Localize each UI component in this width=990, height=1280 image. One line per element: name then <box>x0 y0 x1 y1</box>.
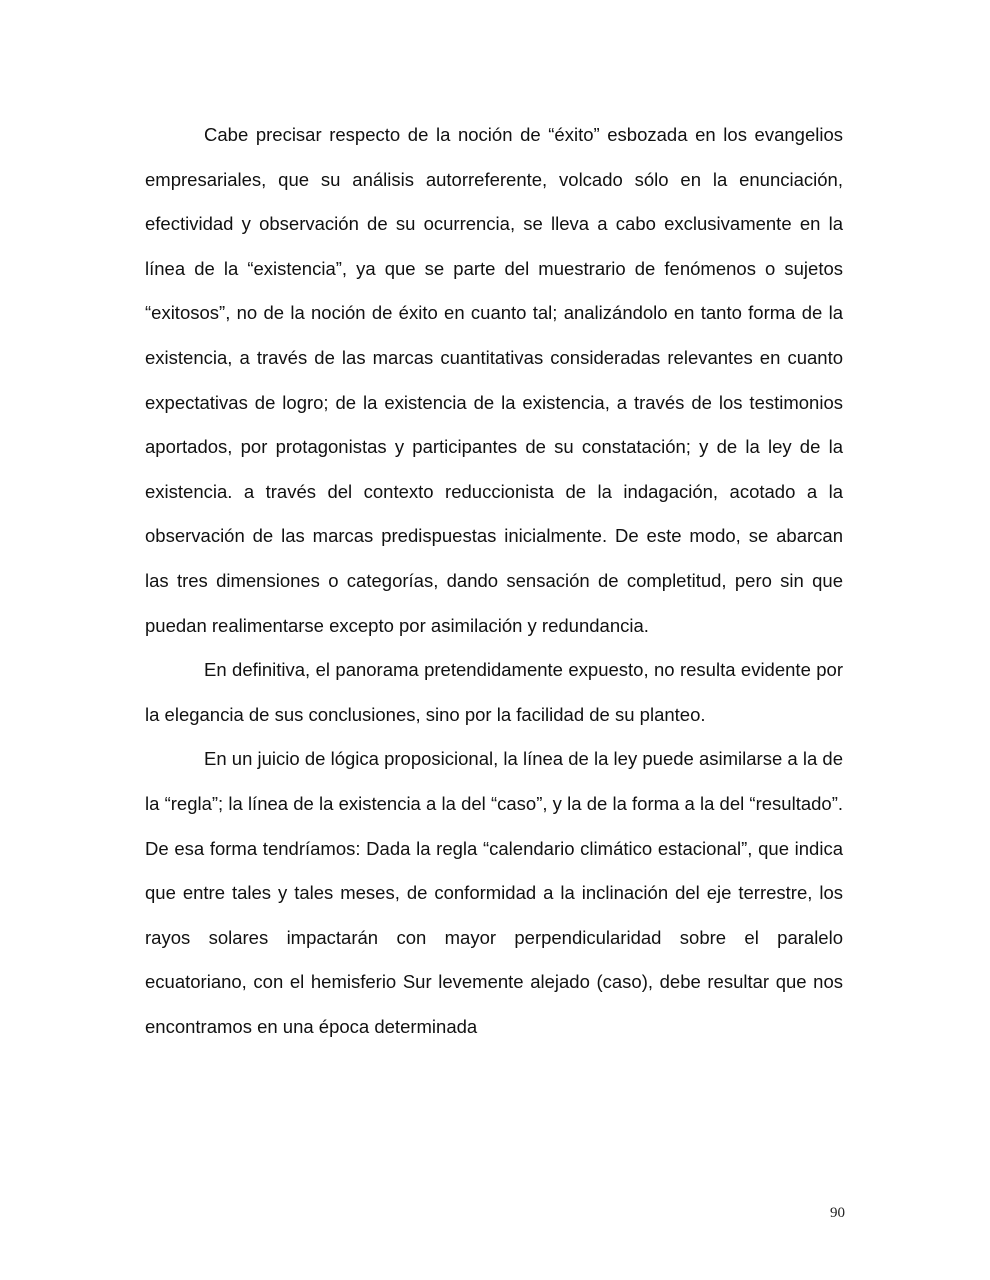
page-number: 90 <box>830 1205 845 1221</box>
paragraph-2: En definitiva, el panorama pretendidamente expuesto, no resulta evidente por la elegancia de sus conclusiones, sino por la facilidad de su planteo. <box>145 659 843 725</box>
paragraph-1: Cabe precisar respecto de la noción de “éxito” esbozada en los evangelios empresariales, que su análisis autorreferente, volcado sólo en la enunciación, efectividad y observación de su ocurrencia, se lleva a cabo exclusivamente en la línea de la “existencia”, ya que se parte del muestrario de fenómenos o sujetos “exitosos”, no de la noción de éxito en cuanto tal; analizándolo en tanto forma de la existencia, a través de las marcas cuantitativas consideradas relevantes en cuanto expectativas de logro; de la existencia de la existencia, a través de los testimonios aportados, por protagonistas y participantes de su constatación; y de la ley de la existencia. a través del contexto reduccionista de la indagación, acotado a la observación de las marcas predispuestas inicialmente. De este modo, se abarcan las tres dimensiones o categorías, dando sensación de completitud, pero sin que puedan realimentarse excepto por asimilación y redundancia. <box>145 124 843 636</box>
body-text <box>145 113 843 1049</box>
paragraph-3: En un juicio de lógica proposicional, la línea de la ley puede asimilarse a la de la “regla”; la línea de la existencia a la del “caso”, y la de la forma a la del “resultado”. De esa forma tendríamos: Dada la regla “calendario climático estacional”, que indica que entre tales y tales meses, de conformidad a la inclinación del eje terrestre, los rayos solares impactarán con mayor perpendicularidad sobre el paralelo ecuatoriano, con el hemisferio Sur levemente alejado (caso), debe resultar que nos encontramos en una época determinada <box>145 748 843 1037</box>
